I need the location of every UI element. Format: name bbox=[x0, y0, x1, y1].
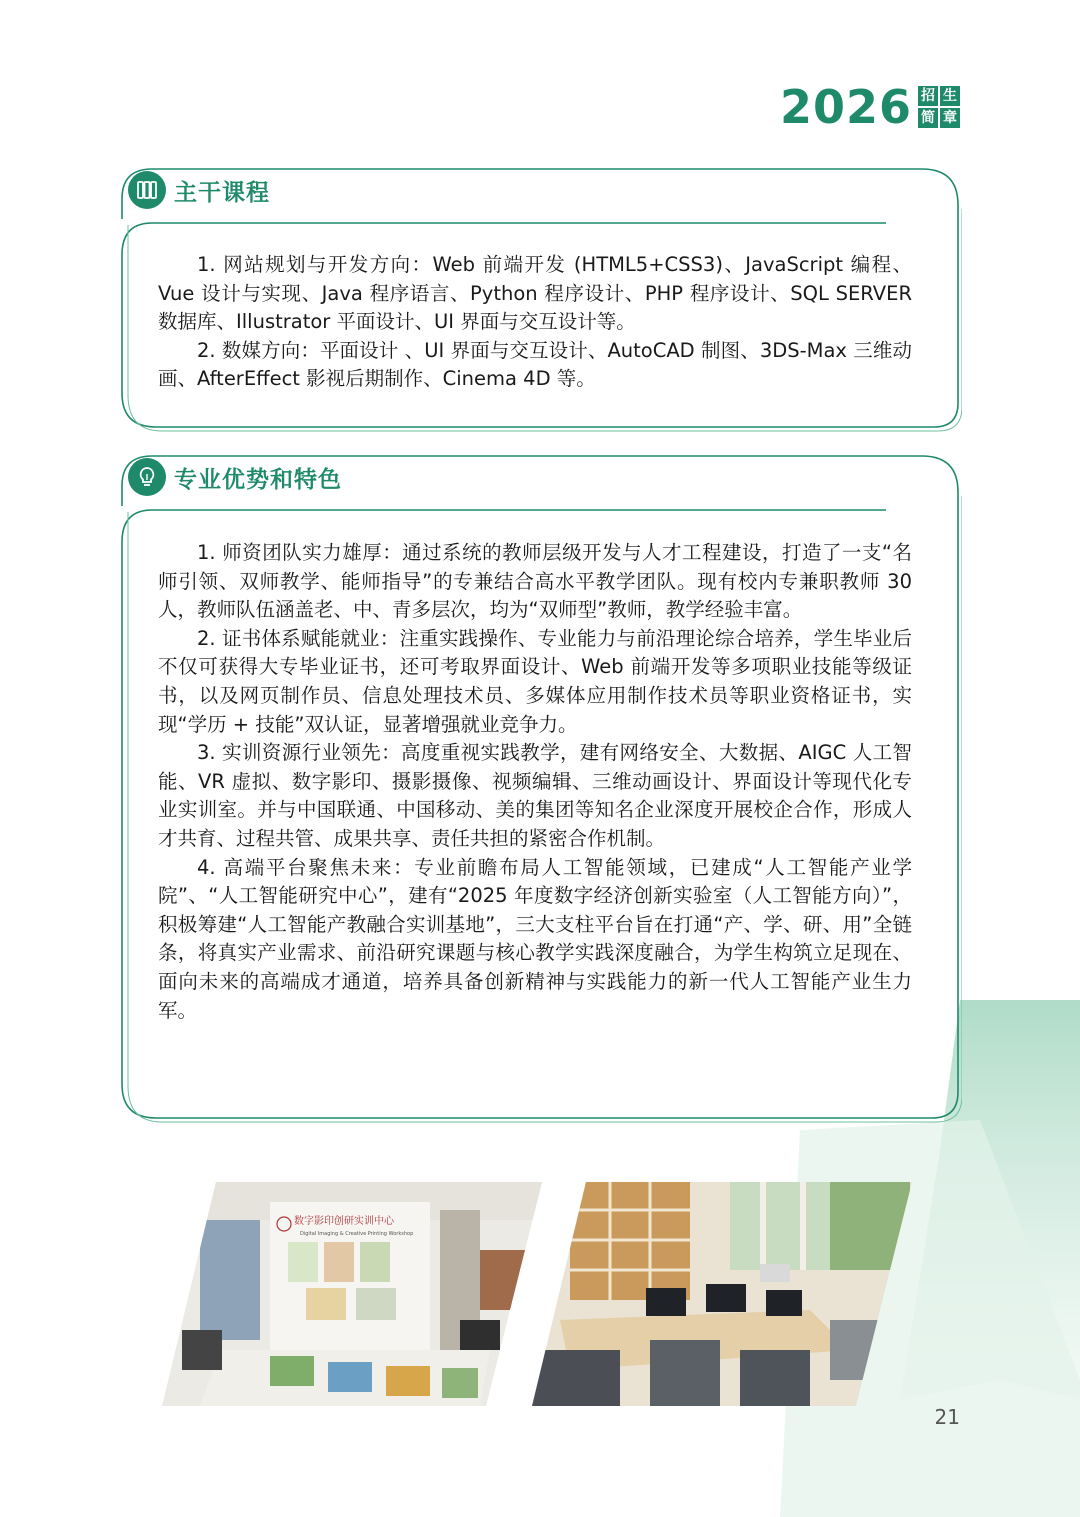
brochure-badge bbox=[918, 86, 960, 128]
digital-printing-lab-photo bbox=[160, 1180, 544, 1408]
paragraph: 4. 高端平台聚焦未来：专业前瞻布局人工智能领域，已建成“人工智能产业学院”、“人工智能研究中心”，建有“2025 年度数字经济创新实验室（人工智能方向）”，积极筹建“人工智能产教融合实训基地”，三大支柱平台旨在打通“产、学、研、用”全链条，将真实产业需求、前沿研究课题与核心教学实践深度融合，为学生构筑立足现在、面向未来的高端成才通道，培养具备创新精神与实践能力的新一代人工智能产业生力军。 bbox=[158, 855, 913, 1022]
computer-lab-photo bbox=[530, 1180, 914, 1408]
paragraph: 2. 证书体系赋能就业：注重实践操作、专业能力与前沿理论综合培养，学生毕业后不仅可获得大专毕业证书，还可考取界面设计、Web 前端开发等多项职业技能等级证书，以及网页制作员、信息处理技术员、多媒体应用制作技术员等职业资格证书，实现“学历 + 技能”双认证，显著增强就业竞争力。 bbox=[158, 626, 912, 736]
section-title: 专业优势和特色 bbox=[174, 466, 342, 493]
lab-sign-text: 数字影印创研实训中心 bbox=[294, 1216, 394, 1227]
paragraph: 2. 数媒方向：平面设计 、UI 界面与交互设计、AutoCAD 制图、3DS-Max 三维动画、AfterEffect 影视后期制作、Cinema 4D 等。 bbox=[158, 338, 912, 391]
advantages-body bbox=[158, 539, 912, 1025]
courses-body bbox=[158, 251, 912, 394]
paragraph: 1. 师资团队实力雄厚：通过系统的教师层级开发与人才工程建设，打造了一支“名师引领、双师教学、能师指导”的专兼结合高水平教学团队。现有校内专兼职教师 30 人，教师队伍涵盖老、中、青多层次，均为“双师型”教师，教学经验丰富。 bbox=[158, 541, 913, 622]
courses-title-row bbox=[128, 171, 270, 209]
advantages-title-row bbox=[128, 458, 342, 496]
badge-char: 招 bbox=[918, 86, 938, 106]
lightbulb-icon bbox=[128, 458, 166, 496]
brochure-header bbox=[779, 80, 960, 134]
courses-section bbox=[116, 165, 962, 433]
badge-char: 简 bbox=[918, 108, 938, 128]
paragraph: 3. 实训资源行业领先：高度重视实践教学，建有网络安全、大数据、AIGC 人工智能、VR 虚拟、数字影印、摄影摄像、视频编辑、三维动画设计、界面设计等现代化专业实训室。并与中国联通、中国移动、美的集团等知名企业深度开展校企合作，形成人才共育、过程共管、成果共享、责任共担的紧密合作机制。 bbox=[158, 741, 912, 850]
year-label: 2026 bbox=[779, 80, 912, 134]
badge-char: 生 bbox=[940, 86, 960, 106]
lab-sign-subtext: Digital Imaging & Creative Printing Workshop bbox=[300, 1231, 414, 1237]
paragraph: 1. 网站规划与开发方向：Web 前端开发 (HTML5+CSS3)、JavaScript 编程、Vue 设计与实现、Java 程序语言、Python 程序设计、PHP 程序设计、SQL SERVER 数据库、Illustrator 平面设计、UI 界面与交互设计等。 bbox=[158, 253, 912, 334]
badge-char: 章 bbox=[940, 108, 960, 128]
page-number: 21 bbox=[934, 1405, 960, 1429]
advantages-section bbox=[116, 452, 962, 1124]
section-title: 主干课程 bbox=[174, 179, 270, 206]
book-icon bbox=[128, 171, 166, 209]
